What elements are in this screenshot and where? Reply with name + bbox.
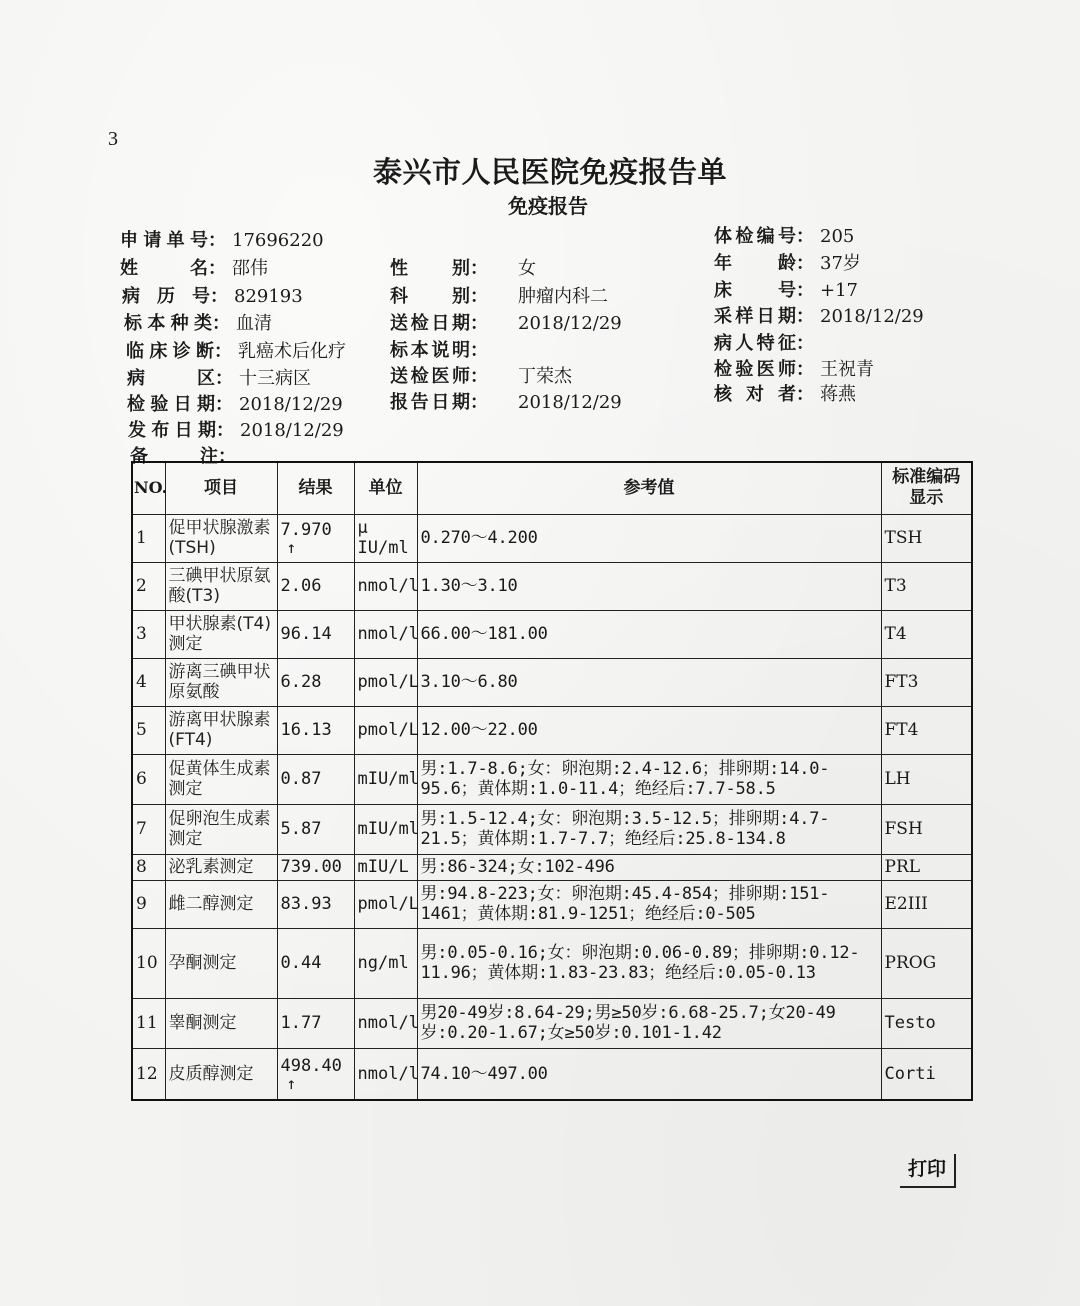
cell-code: Corti: [881, 1048, 972, 1100]
field-label: 报告日期: [390, 392, 470, 413]
field-bed-no: 床号 ： +17: [714, 276, 858, 302]
page-number: 3: [108, 128, 118, 150]
cell-no: 12: [132, 1048, 165, 1100]
field-label: 采样日期: [714, 306, 796, 327]
field-label: 发布日期: [128, 420, 216, 441]
field-value: 肿瘤内科二: [518, 286, 608, 307]
cell-result: 0.44: [277, 928, 354, 998]
field-label: 年龄: [714, 253, 796, 274]
cell-item: 促卵泡生成素测定: [165, 804, 277, 854]
cell-reference: 男:1.5-12.4;女：卵泡期:3.5-12.5；排卵期:4.7-21.5；黄体期:1.7-7.7；绝经后:25.8-134.8: [417, 804, 881, 854]
table-row: [132, 562, 972, 610]
header-result: 结果: [277, 462, 354, 514]
header-unit: 单位: [354, 462, 417, 514]
field-remarks: 备注 ：: [130, 442, 242, 468]
table-header-row: [132, 462, 972, 514]
table-row: [132, 514, 972, 562]
field-value: 邵伟: [232, 258, 268, 279]
cell-result: [277, 514, 354, 562]
field-application-no: 申请单号 ： 17696220: [120, 226, 324, 252]
report-title: 泰兴市人民医院免疫报告单: [372, 155, 727, 189]
result-value: 7.970: [280, 520, 332, 540]
cell-reference: 74.10～497.00: [417, 1048, 881, 1100]
field-label: 标本种类: [124, 313, 212, 334]
field-sampling-date: 采样日期 ： 2018/12/29: [714, 302, 924, 328]
field-value: 17696220: [232, 230, 324, 251]
results-table: [131, 461, 973, 1101]
field-lab-doctor: 检验医师 ： 王祝青: [714, 355, 874, 381]
cell-reference: 12.00～22.00: [417, 706, 881, 754]
cell-reference: 男:94.8-223;女：卵泡期:45.4-854；排卵期:151-1461；黄体期:81.9-1251；绝经后:0-505: [417, 880, 881, 928]
field-label: 床号: [714, 280, 796, 301]
field-label: 病人特征: [714, 333, 796, 354]
cell-code: E2III: [881, 880, 972, 928]
cell-item: 游离甲状腺素(FT4): [165, 706, 277, 754]
cell-unit: pmol/L: [354, 658, 417, 706]
cell-no: 10: [132, 928, 165, 998]
cell-code: TSH: [881, 514, 972, 562]
cell-code: FSH: [881, 804, 972, 854]
cell-code: FT3: [881, 658, 972, 706]
cell-result: 96.14: [277, 610, 354, 658]
field-label: 标本说明: [390, 340, 470, 361]
cell-result: 2.06: [277, 562, 354, 610]
field-label: 申请单号: [120, 230, 208, 251]
table-row: [132, 804, 972, 854]
field-value: 血清: [236, 313, 272, 334]
field-value: 2018/12/29: [820, 306, 924, 327]
result-value: 498.40: [280, 1055, 342, 1076]
print-button[interactable]: 打印: [900, 1154, 956, 1188]
cell-result: 83.93: [277, 880, 354, 928]
header-reference: 参考值: [417, 462, 881, 514]
table-row: [132, 754, 972, 804]
field-clinical-diagnosis: 临床诊断 ： 乳癌术后化疗: [126, 337, 346, 363]
cell-code: FT4: [881, 706, 972, 754]
cell-no: 8: [132, 854, 165, 880]
table-row: [132, 854, 972, 880]
field-value: 十三病区: [239, 368, 311, 389]
header-no: NO.: [132, 462, 165, 514]
field-patient-characteristics: 病人特征 ：: [714, 329, 820, 355]
cell-item: 泌乳素测定: [165, 854, 277, 880]
cell-result: 5.87: [277, 804, 354, 854]
cell-item: 甲状腺素(T4)测定: [165, 610, 277, 658]
cell-unit: pmol/L: [354, 706, 417, 754]
report-subtitle: 免疫报告: [508, 194, 588, 218]
field-label: 检验医师: [714, 359, 796, 380]
header-item: 项目: [165, 462, 277, 514]
cell-item: 三碘甲状原氨酸(T3): [165, 562, 277, 610]
table-row: [132, 658, 972, 706]
cell-result: 1.77: [277, 998, 354, 1048]
field-value: 2018/12/29: [518, 313, 622, 334]
cell-unit: nmol/l: [354, 610, 417, 658]
field-value: 829193: [234, 286, 303, 307]
field-medical-record-no: 病历号 ： 829193: [122, 282, 303, 308]
cell-item: 游离三碘甲状原氨酸: [165, 658, 277, 706]
field-submitting-doctor: 送检医师 ： 丁荣杰: [390, 362, 572, 388]
field-value: 女: [518, 258, 536, 279]
cell-reference: 男20-49岁:8.64-29;男≥50岁:6.68-25.7;女20-49岁:0.20-1.67;女≥50岁:0.101-1.42: [417, 998, 881, 1048]
field-label: 姓名: [120, 258, 208, 279]
field-report-date: 报告日期 ： 2018/12/29: [390, 388, 622, 414]
cell-no: 3: [132, 610, 165, 658]
header-code: 标准编码显示: [881, 462, 972, 514]
cell-unit: mIU/ml: [354, 804, 417, 854]
cell-item: 促黄体生成素测定: [165, 754, 277, 804]
field-value: 蒋燕: [820, 384, 856, 405]
cell-unit: nmol/l: [354, 1048, 417, 1100]
table-row: [132, 998, 972, 1048]
cell-result: 739.00: [277, 854, 354, 880]
table-row: [132, 880, 972, 928]
cell-unit: mIU/ml: [354, 754, 417, 804]
cell-no: 7: [132, 804, 165, 854]
field-value: 乳癌术后化疗: [238, 341, 346, 362]
table-row: [132, 706, 972, 754]
field-value: 2018/12/29: [240, 420, 344, 441]
field-label: 核对者: [714, 384, 796, 405]
field-age: 年龄 ： 37岁: [714, 249, 861, 275]
cell-no: 5: [132, 706, 165, 754]
table-row: [132, 928, 972, 998]
field-value: 王祝青: [820, 359, 874, 380]
field-label: 体检编号: [714, 226, 796, 247]
cell-no: 6: [132, 754, 165, 804]
table-row: [132, 1048, 972, 1100]
field-label: 临床诊断: [126, 341, 214, 362]
cell-reference: 1.30～3.10: [417, 562, 881, 610]
field-department: 科别 ： 肿瘤内科二: [390, 282, 608, 308]
field-test-date: 检验日期 ： 2018/12/29: [127, 390, 343, 416]
arrow-up-icon: ↑: [286, 538, 297, 557]
cell-code: T3: [881, 562, 972, 610]
field-label: 检验日期: [127, 394, 215, 415]
cell-unit: mIU/L: [354, 854, 417, 880]
cell-no: 9: [132, 880, 165, 928]
cell-reference: 男:86-324;女:102-496: [417, 854, 881, 880]
table-row: [132, 610, 972, 658]
cell-code: LH: [881, 754, 972, 804]
field-specimen-type: 标本种类 ： 血清: [124, 309, 272, 335]
field-value: 2018/12/29: [239, 394, 343, 415]
cell-item: 皮质醇测定: [165, 1048, 277, 1100]
field-label: 送检日期: [390, 313, 470, 334]
cell-unit: nmol/l: [354, 998, 417, 1048]
field-value: 2018/12/29: [518, 392, 622, 413]
cell-item: 促甲状腺激素(TSH): [165, 514, 277, 562]
field-reviewer: 核对者 ： 蒋燕: [714, 380, 856, 406]
cell-result: 16.13: [277, 706, 354, 754]
cell-no: 11: [132, 998, 165, 1048]
cell-no: 4: [132, 658, 165, 706]
field-release-date: 发布日期 ： 2018/12/29: [128, 416, 344, 442]
field-ward: 病区 ： 十三病区: [127, 364, 311, 390]
field-label: 病区: [127, 368, 215, 389]
field-label: 备注: [130, 446, 218, 467]
cell-reference: 3.10～6.80: [417, 658, 881, 706]
cell-result: 0.87: [277, 754, 354, 804]
cell-reference: 66.00～181.00: [417, 610, 881, 658]
field-value: 丁荣杰: [518, 366, 572, 387]
cell-no: 1: [132, 514, 165, 562]
field-label: 性别: [390, 258, 470, 279]
field-exam-no: 体检编号 ： 205: [714, 222, 854, 248]
cell-item: 雌二醇测定: [165, 880, 277, 928]
arrow-up-icon: ↑: [286, 1073, 297, 1093]
field-submission-date: 送检日期 ： 2018/12/29: [390, 309, 622, 335]
cell-reference: 男:1.7-8.6;女：卵泡期:2.4-12.6；排卵期:14.0-95.6；黄体期:1.0-11.4；绝经后:7.7-58.5: [417, 754, 881, 804]
field-name: 姓名 ： 邵伟: [120, 254, 268, 280]
cell-code: Testo: [881, 998, 972, 1048]
cell-code: T4: [881, 610, 972, 658]
cell-item: 睾酮测定: [165, 998, 277, 1048]
field-label: 病历号: [122, 286, 210, 307]
cell-unit: pmol/L: [354, 880, 417, 928]
cell-reference: 0.270～4.200: [417, 514, 881, 562]
cell-reference: 男:0.05-0.16;女：卵泡期:0.06-0.89；排卵期:0.12-11.96；黄体期:1.83-23.83；绝经后:0.05-0.13: [417, 928, 881, 998]
cell-no: 2: [132, 562, 165, 610]
field-specimen-note: 标本说明 ：: [390, 336, 518, 362]
cell-unit: ng/ml: [354, 928, 417, 998]
field-label: 科别: [390, 286, 470, 307]
field-gender: 性别 ： 女: [390, 254, 536, 280]
cell-unit: nmol/l: [354, 562, 417, 610]
field-value: +17: [820, 280, 858, 301]
field-label: 送检医师: [390, 366, 470, 387]
cell-result: [277, 1048, 354, 1100]
cell-code: PRL: [881, 854, 972, 880]
cell-unit: μ IU/ml: [354, 514, 417, 562]
cell-result: 6.28: [277, 658, 354, 706]
field-value: 37岁: [820, 253, 861, 274]
field-value: 205: [820, 226, 855, 247]
cell-code: PROG: [881, 928, 972, 998]
cell-item: 孕酮测定: [165, 928, 277, 998]
